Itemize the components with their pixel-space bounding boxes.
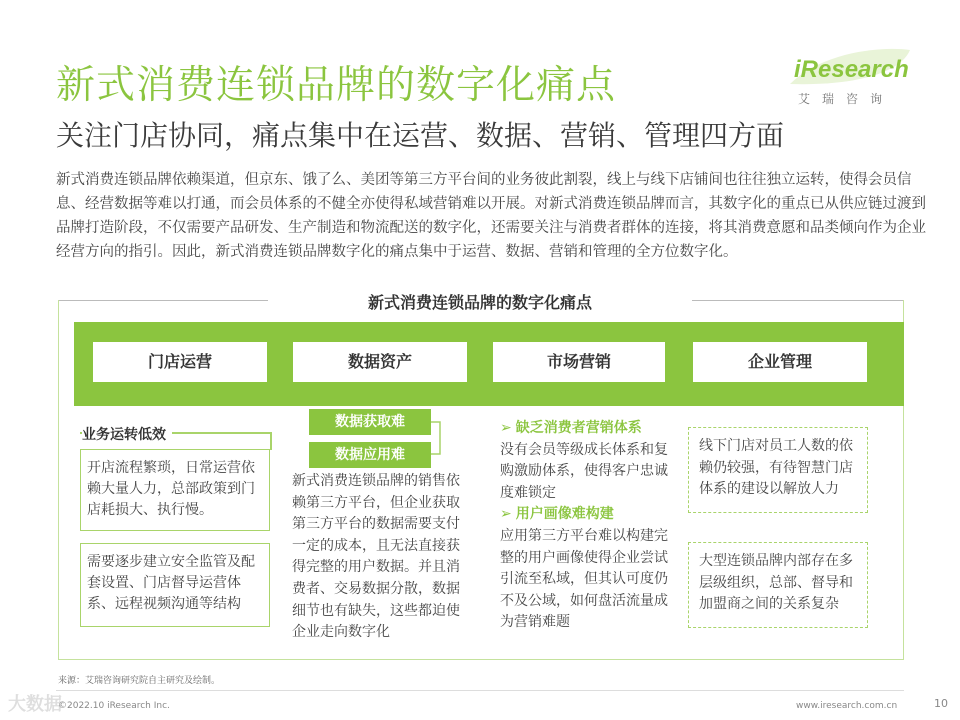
header-marketing: 市场营销 [493,342,665,382]
logo-text: iResearch [794,56,909,83]
website-link[interactable]: www.iresearch.com.cn [796,701,898,711]
header-management: 企业管理 [693,342,867,382]
chevron-right-icon: ➢ [500,420,512,436]
header-data-assets: 数据资产 [293,342,467,382]
header-store-operations: 门店运营 [93,342,267,382]
logo-subtext: 艾瑞咨询 [798,92,895,106]
diagram-title: 新式消费连锁品牌的数字化痛点 [367,293,592,312]
iresearch-logo [782,46,912,106]
col1-label: 业务运转低效 [82,424,172,444]
pill-data-acquisition: 数据获取难 [309,409,431,435]
col3-heading-1: 缺乏消费者营销体系 [515,420,642,436]
col3-text-1: 没有会员等级成长体系和复购激励体系，使得客户忠诚度难锁定 [500,441,668,501]
footer-divider [56,690,904,691]
page-subtitle: 关注门店协同，痛点集中在运营、数据、营销、管理四方面 [56,119,785,152]
watermark: 大数据 [8,694,62,715]
pill-data-application: 数据应用难 [309,442,431,468]
col4-box-1: 线下门店对员工人数的依赖仍较强，有待智慧门店体系的建设以解放人力 [688,427,868,513]
intro-paragraph: 新式消费连锁品牌依赖渠道，但京东、饿了么、美团等第三方平台间的业务彼此割裂，线上与线下店铺间也往往独立运转，使得会员信息、经营数据等难以打通，而会员体系的不健全亦使得私域营销难以开展。对新式消费连锁品牌而言，其数字化的重点已从供应链过渡到品牌打造阶段，不仅需要产品研发、生产制造和物流配送的数字化，还需要关注与消费者群体的连接，将其消费意愿和品类倾向作为企业经营方向的指引。因此，新式消费连锁品牌数字化的痛点集中于运营、数据、营销和管理的全方位数字化。 [56,172,926,260]
col3-heading-2: 用户画像难构建 [515,506,614,523]
col4-box-2: 大型连锁品牌内部存在多层级组织，总部、督导和加盟商之间的关系复杂 [688,542,868,628]
source-note: 来源：艾瑞咨询研究院自主研究及绘制。 [58,676,221,686]
copyright: ©2022.10 iResearch Inc. [58,701,170,711]
col3-text-2: 应用第三方平台难以构建完整的用户画像使得企业尝试引流至私域，但其认可度仍不及公域，如何盘活流量成为营销难题 [500,527,668,631]
page-number: 10 [934,697,948,710]
pill-connector [430,420,442,456]
col2-text: 新式消费连锁品牌的销售依赖第三方平台，但企业获取第三方平台的数据需要支付一定的成本，且无法直接获得完整的用户数据。并且消费者、交易数据分散，数据细节也有缺失，这些都迫使企业走向数字化 [292,473,460,641]
col1-box-2: 需要逐步建立安全监管及配套设置、门店督导运营体系、远程视频沟通等结构 [80,543,270,627]
chevron-right-icon: ➢ [500,506,512,523]
col1-box-1: 开店流程繁琐，日常运营依赖大量人力，总部政策到门店耗损大、执行慢。 [80,449,270,531]
col3-content [500,418,675,634]
page-title: 新式消费连锁品牌的数字化痛点 [56,63,617,108]
